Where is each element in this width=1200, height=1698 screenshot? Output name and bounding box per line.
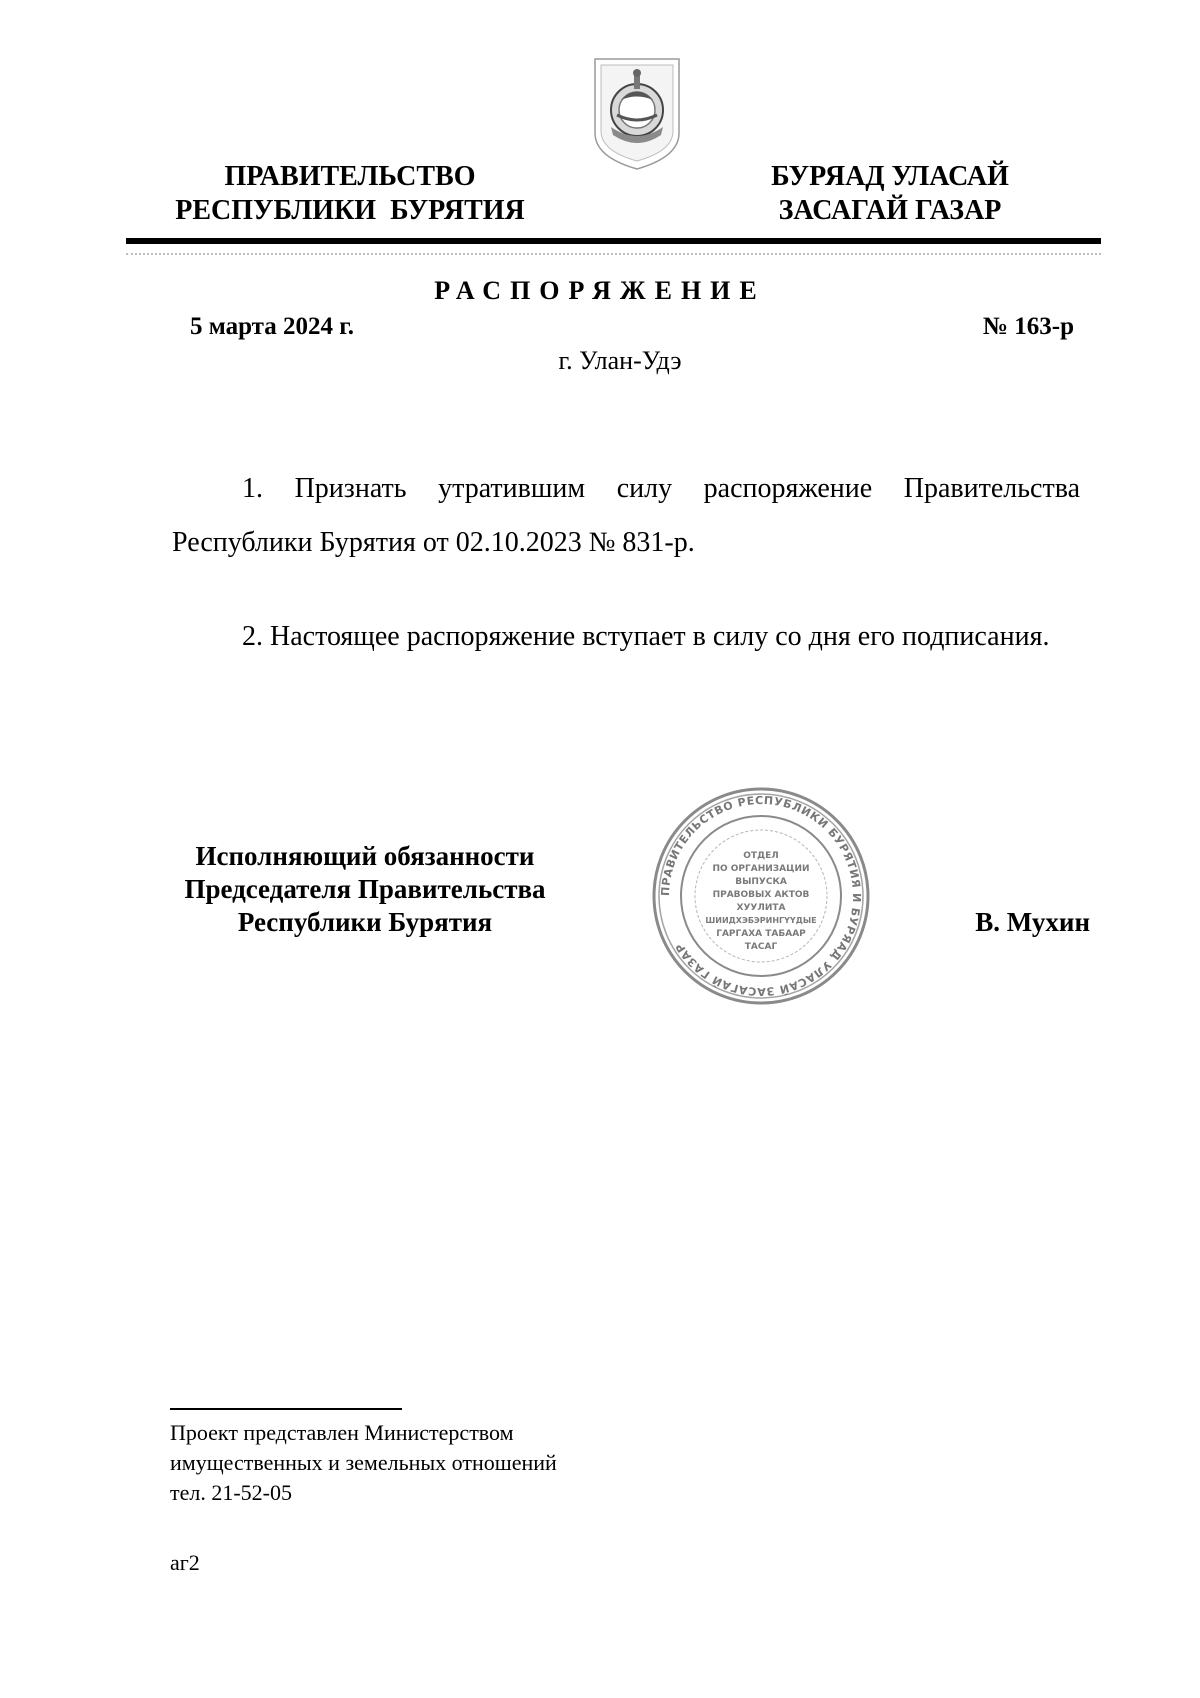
signatory-name: В. Мухин [975, 907, 1090, 937]
header-rule [126, 238, 1101, 244]
body-paragraph-2 [172, 610, 1080, 664]
document-type: РАСПОРЯЖЕНИЕ [434, 276, 766, 305]
document-city: г. Улан-Удэ [558, 346, 682, 375]
footnote-rule [170, 1408, 402, 1410]
seal-center-line3: ВЫПУСКА [735, 877, 787, 887]
org-name-russian-line2: РЕСПУБЛИКИ БУРЯТИЯ [175, 195, 525, 226]
coat-of-arms-icon [591, 55, 683, 173]
footnote-line1: Проект представлен Министерством [170, 1420, 514, 1445]
signatory-title-line3: Республики Бурятия [237, 907, 493, 937]
signatory-title-line2: Председателя Правительства [184, 874, 546, 904]
org-name-russian [160, 160, 540, 228]
org-name-buryat-line1: БУРЯАД УЛАСАЙ [771, 161, 1009, 192]
signatory-title [160, 840, 570, 939]
org-name-buryat [740, 160, 1040, 228]
footnote-line2: имущественных и земельных отношений [170, 1450, 557, 1475]
seal-center-line8: ТАСАГ [744, 942, 778, 952]
body-paragraph-1 [172, 462, 1080, 570]
document-number: № 163-р [982, 313, 1074, 340]
document-date: 5 марта 2024 г. [190, 313, 355, 340]
footnote-phone: тел. 21-52-05 [170, 1480, 293, 1505]
executor-code: аг2 [170, 1550, 200, 1575]
body-paragraph-1-text: 1. Признать утратившим силу распоряжение Правительства Республики Бурятия от 02.10.2023 № 831-р. [172, 473, 1080, 558]
seal-center-line6: ШИИДХЭБЭРИНГҮҮДЫЕ [705, 916, 817, 925]
org-name-buryat-line2: ЗАСАГАЙ ГАЗАР [778, 195, 1002, 226]
seal-center-line7: ГАРГАХА ТАБААР [716, 929, 806, 939]
seal-outer-text: ПРАВИТЕЛЬСТВО РЕСПУБЛИКИ БУРЯТИЯ И БУРЯАД УЛАСАЙ ЗАСАГАЙ ГАЗАР [658, 793, 864, 999]
seal-center-line5: ХУУЛИТА [736, 903, 786, 913]
body-paragraph-2-text: 2. Настоящее распоряжение вступает в силу со дня его подписания. [242, 621, 1050, 652]
seal-center-line4: ПРАВОВЫХ АКТОВ [712, 890, 810, 900]
org-name-russian-line1: ПРАВИТЕЛЬСТВО [224, 161, 476, 192]
official-seal-stamp [650, 785, 872, 1007]
seal-center-line2: ПО ОРГАНИЗАЦИИ [712, 864, 810, 874]
seal-center-line1: ОТДЕЛ [743, 851, 779, 861]
header-rule-dotted [126, 253, 1101, 255]
signatory-title-line1: Исполняющий обязанности [195, 841, 535, 871]
footnote [170, 1418, 770, 1508]
